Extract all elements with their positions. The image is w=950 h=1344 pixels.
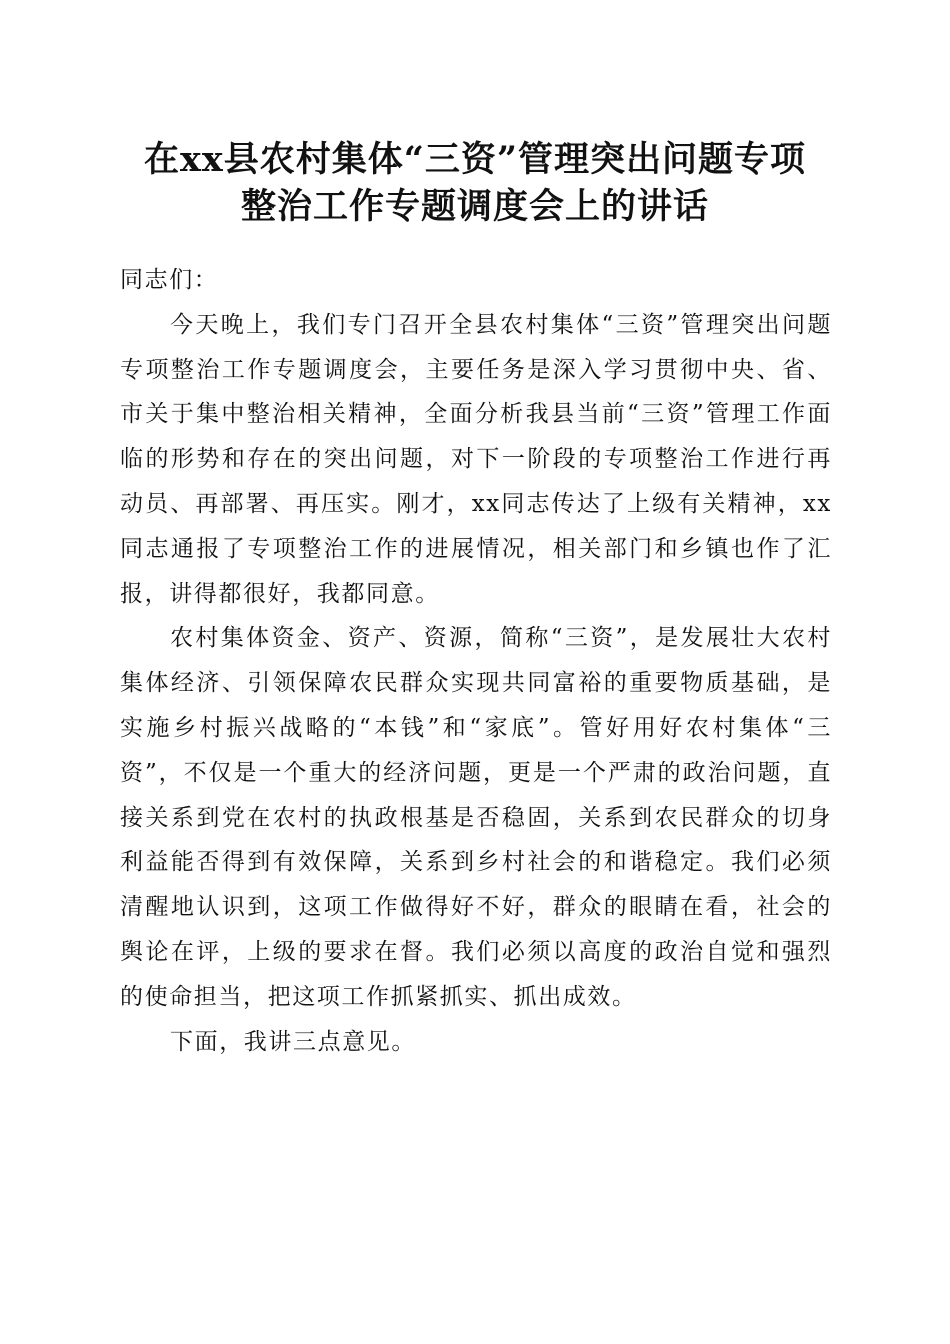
title-line-1: 在xx县农村集体“三资”管理突出问题专项: [144, 139, 806, 180]
document-title: [60, 136, 890, 230]
title-line-2: 整治工作专题调度会上的讲话: [240, 186, 709, 227]
salutation: 同志们：: [120, 267, 219, 293]
paragraph-transition: 下面，我讲三点意见。: [170, 1028, 416, 1055]
paragraph-opening: 今天晚上，我们专门召开全县农村集体“三资”管理突出问题专项整治工作专题调度会，主要任务是深入学习贯彻中央、省、市关于集中整治相关精神，全面分析我县当前“三资”管理工作面临的形势和存在的突出问题，对下一阶段的专项整治工作进行再动员、再部署、再压实。刚才，xx同志传达了上级有关精神，xx同志通报了专项整治工作的进展情况，相关部门和乡镇也作了汇报，讲得都很好，我都同意。: [120, 311, 832, 607]
document-body: [120, 258, 832, 1064]
paragraph-significance: 农村集体资金、资产、资源，简称“三资”，是发展壮大农村集体经济、引领保障农民群众实现共同富裕的重要物质基础，是实施乡村振兴战略的“本钱”和“家底”。管好用好农村集体“三资”，不仅是一个重大的经济问题，更是一个严肃的政治问题，直接关系到党在农村的执政根基是否稳固，关系到农民群众的切身利益能否得到有效保障，关系到乡村社会的和谐稳定。我们必须清醒地认识到，这项工作做得好不好，群众的眼睛在看，社会的舆论在评，上级的要求在督。我们必须以高度的政治自觉和强烈的使命担当，把这项工作抓紧抓实、抓出成效。: [120, 625, 832, 1010]
